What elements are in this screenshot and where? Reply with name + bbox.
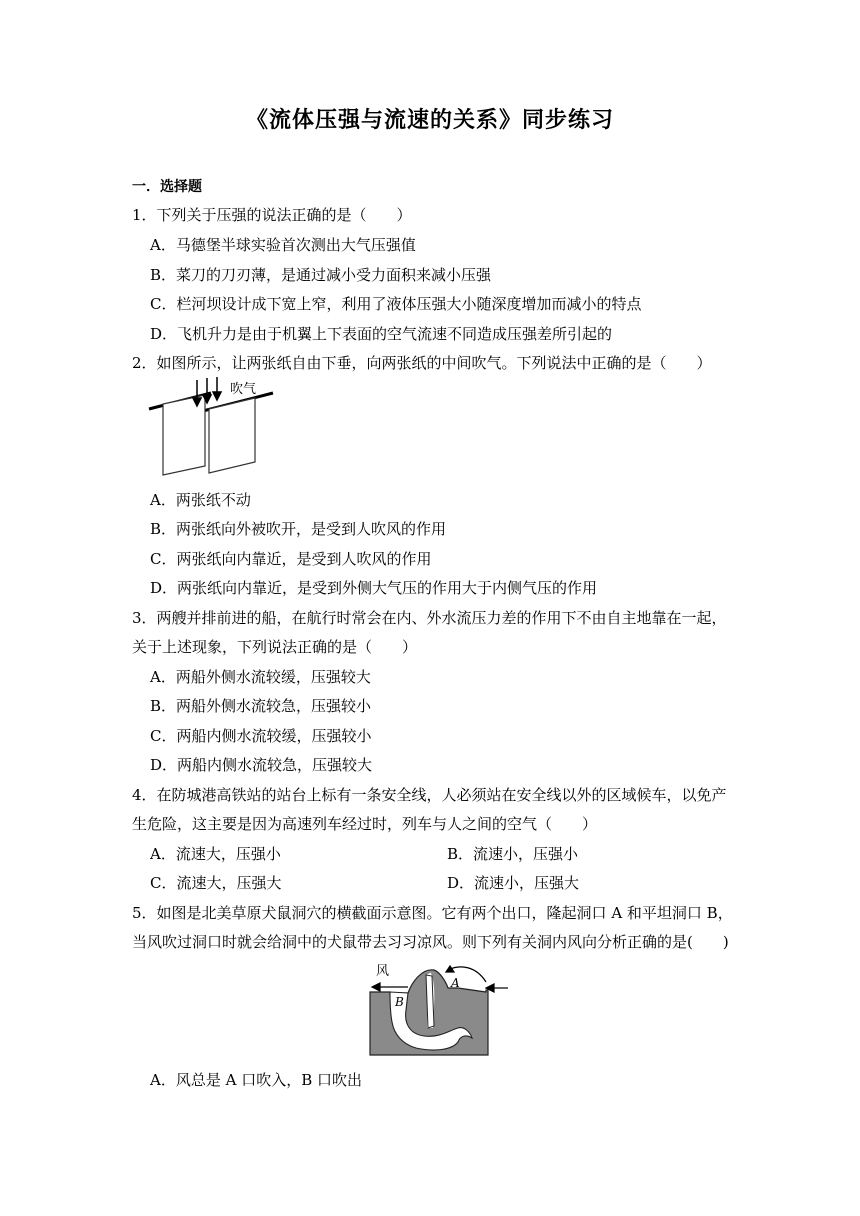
- question-3-stem-line1: 3．两艘并排前进的船，在航行时常会在内、外水流压力差的作用下不由自主地靠在一起，: [132, 609, 727, 627]
- section-heading: 一．选择题: [132, 179, 202, 195]
- question-2-stem: 2．如图所示，让两张纸自由下垂，向两张纸的中间吹气。下列说法中正确的是（ ）: [132, 354, 712, 372]
- question-2-option-d: D．两张纸向内靠近，是受到外侧大气压的作用大于内侧气压的作用: [150, 579, 598, 597]
- question-3-stem-line2: 关于上述现象，下列说法正确的是（ ）: [132, 638, 418, 656]
- question-2-option-a: A．两张纸不动: [150, 491, 251, 509]
- figure-label-blow: 吹气: [230, 382, 257, 397]
- question-1-option-b: B．菜刀的刀刃薄，是通过减小受力面积来减小压强: [150, 266, 492, 284]
- blowing-paper-figure: [145, 376, 280, 481]
- question-5-option-a: A．风总是 A 口吹入，B 口吹出: [150, 1071, 362, 1089]
- question-1-stem: 1．下列关于压强的说法正确的是（ ）: [132, 206, 412, 224]
- prairie-dog-burrow-figure: [368, 962, 510, 1057]
- question-1-option-a: A．马德堡半球实验首次测出大气压强值: [150, 236, 416, 254]
- figure-label-b: B: [395, 995, 404, 1009]
- question-3-option-c: C．两船内侧水流较缓，压强较小: [150, 727, 372, 745]
- figure-label-a: A: [451, 976, 460, 990]
- question-4-option-d: D．流速小，压强大: [447, 874, 580, 892]
- question-4-stem-line1: 4．在防城港高铁站的站台上标有一条安全线，人必须站在安全线以外的区域候车，以免产: [132, 786, 727, 804]
- question-1-option-c: C．栏河坝设计成下宽上窄，利用了液体压强大小随深度增加而减小的特点: [150, 295, 642, 313]
- question-3-option-d: D．两船内侧水流较急，压强较大: [150, 756, 373, 774]
- question-3-option-b: B．两船外侧水流较急，压强较小: [150, 697, 372, 715]
- question-4-stem-line2: 生危险，这主要是因为高速列车经过时，列车与人之间的空气（ ）: [132, 815, 598, 833]
- question-4-option-b: B．流速小，压强小: [447, 845, 579, 863]
- question-2-option-c: C．两张纸向内靠近，是受到人吹风的作用: [150, 550, 432, 568]
- question-2-option-b: B．两张纸向外被吹开，是受到人吹风的作用: [150, 520, 447, 538]
- question-4-option-c: C．流速大，压强大: [150, 874, 282, 892]
- question-3-option-a: A．两船外侧水流较缓，压强较大: [150, 668, 371, 686]
- figure-label-wind: 风: [376, 964, 390, 979]
- question-4-option-a: A．流速大，压强小: [150, 845, 281, 863]
- page-title: 《流体压强与流速的关系》同步练习: [245, 108, 614, 133]
- question-1-option-d: D．飞机升力是由于机翼上下表面的空气流速不同造成压强差所引起的: [150, 325, 613, 343]
- question-5-stem-line1: 5．如图是北美草原犬鼠洞穴的横截面示意图。它有两个出口，隆起洞口 A 和平坦洞口 B，: [132, 904, 733, 922]
- question-5-stem-line2: 当风吹过洞口时就会给洞中的犬鼠带去习习凉风。则下列有关洞内风向分析正确的是( ): [132, 933, 729, 951]
